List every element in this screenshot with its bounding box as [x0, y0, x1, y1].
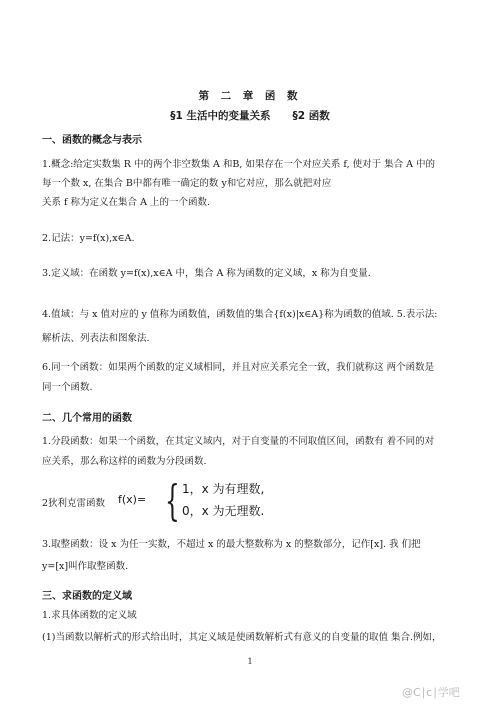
- paragraph-specific-domain: 1.求具体函数的定义域: [42, 610, 137, 621]
- paragraph-concept-line3: 关系 f 称为定义在集合 A 上的一个函数.: [42, 197, 210, 208]
- dirichlet-case-irrational: 0，x 为无理数.: [182, 504, 265, 518]
- watermark: @C∣c∣学吧: [402, 686, 460, 699]
- paragraph-same-function-line1: 6.同一个函数：如果两个函数的定义域相同，并且对应关系完全一致，我们就称这 两个函数是: [42, 362, 435, 373]
- paragraph-concept-line1: 1.概念:给定实数集 R 中的两个非空数集 A 和B, 如果存在一个对应关系 f, 使对于 集合 A 中的: [42, 159, 436, 170]
- paragraph-domain: 3.定义域：在函数 y=f(x),x∈A 中，集合 A 称为函数的定义域，x 称为自变量.: [42, 268, 371, 279]
- dirichlet-case-rational: 1，x 为有理数,: [182, 482, 265, 496]
- chapter-title: 第 二 章 函 数: [198, 90, 302, 102]
- section-title-a: §1 生活中的变量关系: [170, 110, 271, 122]
- paragraph-range-line2: 解析法、列表法和图象法.: [42, 333, 150, 344]
- paragraph-floor-line1: 3.取整函数：设 x 为任一实数，不超过 x 的最大整数称为 x 的整数部分，记作[x]. 我 们把: [42, 539, 421, 550]
- paragraph-piecewise-line1: 1.分段函数：如果一个函数，在其定义域内，对于自变量的不同取值区间，函数有 着不同的对: [42, 436, 435, 447]
- paragraph-same-function-line2: 同一个函数.: [42, 382, 93, 393]
- section-title-b: §2 函数: [292, 110, 330, 122]
- dirichlet-label: 2狄利克雷函数: [42, 498, 106, 509]
- paragraph-concept-line2: 每一个数 x, 在集合 B中都有唯一确定的数 y和它对应，那么就把对应: [42, 178, 332, 189]
- section-title: [0, 108, 500, 123]
- left-brace-icon: {: [165, 476, 180, 525]
- page-number: 1: [247, 657, 253, 666]
- paragraph-analytic-domain: (1)当函数以解析式的形式给出时，其定义域是使函数解析式有意义的自变量的取值 集合.例如，: [42, 632, 442, 643]
- paragraph-floor-line2: y=[x]叫作取整函数.: [42, 561, 129, 572]
- heading-concept: 一、函数的概念与表示: [42, 135, 142, 146]
- heading-common-functions: 二、几个常用的函数: [42, 413, 132, 424]
- dirichlet-f: f(x)=: [118, 493, 147, 506]
- paragraph-range-line1: 4.值域：与 x 值对应的 y 值称为函数值，函数值的集合{f(x)|x∈A}称为函数的值域. 5.表示法:: [42, 309, 438, 320]
- paragraph-piecewise-line2: 应关系，那么称这样的函数为分段函数.: [42, 456, 207, 467]
- paragraph-notation: 2.记法：y=f(x),x∈A.: [42, 233, 135, 244]
- dirichlet-function: [42, 478, 342, 524]
- heading-domain-finding: 三、求函数的定义域: [42, 591, 132, 602]
